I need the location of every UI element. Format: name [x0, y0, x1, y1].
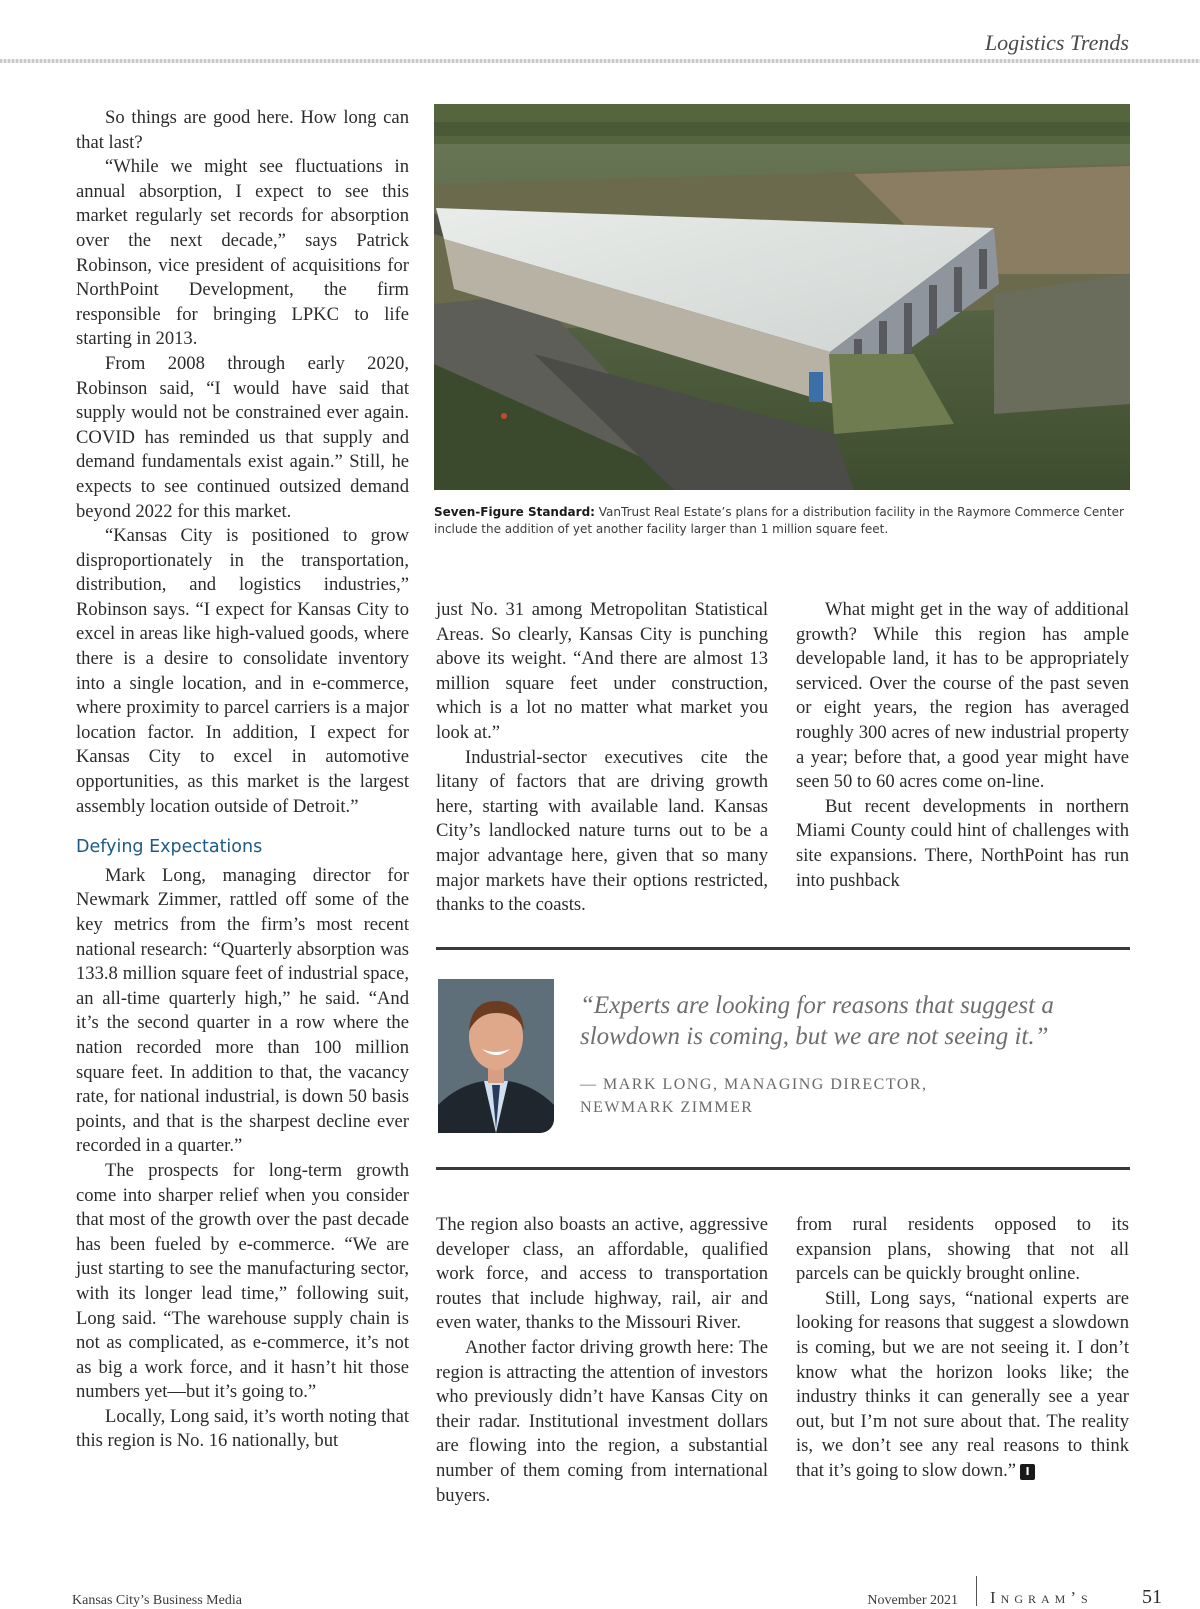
paragraph: Locally, Long said, it’s worth noting that this region is No. 16 nationally, but	[76, 1405, 409, 1452]
caption-title: Seven-Figure Standard:	[434, 505, 595, 519]
footer-publication: Kansas City’s Business Media	[72, 1593, 242, 1608]
middle-column-top	[436, 598, 768, 918]
attribution-line: NEWMARK ZIMMER	[580, 1099, 754, 1116]
paragraph: Another factor driving growth here: The region is attracting the attention of investors who previously didn’t have Kansas City on their radar. Institutional investment dollars are flowing into the region, a substantial number of them coming from international buyers.	[436, 1336, 768, 1506]
paragraph-text: Still, Long says, “national experts are looking for reasons that suggest a slowdown is coming, but we are not seeing it. I don’t know what the horizon looks like; the industry thinks it can generally see a year out, but I’m not sure about that. The reality is, we don’t see any real reasons to think that it’s going to slow down.”	[796, 1287, 1129, 1481]
left-column	[76, 106, 409, 1454]
pull-quote-bottom-rule	[436, 1167, 1130, 1170]
footer-brand: Ingram’s	[990, 1588, 1093, 1607]
paragraph: from rural residents opposed to its expansion plans, showing that not all parcels can be quickly brought online.	[796, 1214, 1129, 1285]
caption-text: VanTrust Real Estate’s plans for a distribution facility in the Raymore Commerce Center include the addition of yet another facility larger than 1 million square feet.	[434, 505, 1124, 536]
paragraph: From 2008 through early 2020, Robinson said, “I would have said that supply would not be constrained ever again. COVID has reminded us that supply and demand fundamentals exist again.” Still, he expects to see continued outsized demand beyond 2022 for this market.	[76, 352, 409, 522]
mark-long-portrait	[438, 979, 554, 1133]
pull-quote-top-rule	[436, 947, 1130, 950]
warehouse-aerial-photo	[434, 104, 1130, 490]
section-header: Logistics Trends	[984, 30, 1129, 55]
attribution-line: — MARK LONG, MANAGING DIRECTOR,	[580, 1076, 928, 1093]
portrait-illustration	[438, 979, 554, 1133]
right-column-bottom	[796, 1213, 1129, 1484]
paragraph: What might get in the way of additional growth? While this region has ample developable land, it has to be appropriately serviced. Over the course of the past seven or eight years, the region has averaged roughly 300 acres of new industrial property a year; before that, a good year might have seen 50 to 60 acres come on-line.	[796, 599, 1129, 793]
end-of-article-icon: I	[1020, 1464, 1035, 1480]
photo-caption	[434, 504, 1134, 538]
paragraph: “While we might see fluctuations in annual absorption, I expect to see this market regularly set records for absorption over the next decade,” says Patrick Robinson, vice president of acquisitions for NorthPoint Development, the firm responsible for bringing LPKC to life starting in 2013.	[76, 156, 409, 350]
pull-quote-text: “Experts are looking for reasons that suggest a slowdown is coming, but we are not seeing it.”	[580, 992, 1054, 1050]
header-rule	[0, 59, 1200, 63]
footer-divider	[976, 1576, 977, 1606]
subheading: Defying Expectations	[76, 837, 263, 858]
paragraph: The prospects for long-term growth come into sharper relief when you consider that most of the growth over the past decade has been fueled by e-commerce. “We are just starting to see the manufacturing sector, with its longer lead time,” following suit, Long said. “The warehouse supply chain is not as complicated, as e-commerce, it’s not as big a work force, and it hasn’t hit those numbers yet—but it’s going to.”	[76, 1159, 409, 1403]
paragraph	[796, 1287, 1129, 1484]
footer-date: November 2021	[867, 1593, 958, 1608]
paragraph: Industrial-sector executives cite the litany of factors that are driving growth here, starting with available land. Kansas City’s landlocked nature turns out to be a major advantage here, given that so many major markets have their options restricted, thanks to the coasts.	[436, 746, 768, 916]
pull-quote-attribution	[580, 1073, 1100, 1119]
right-column-top	[796, 598, 1129, 893]
paragraph: Mark Long, managing director for Newmark Zimmer, rattled off some of the key metrics from the firm’s most recent national research: “Quarterly absorption was 133.8 million square feet of industrial space, an all-time quarterly high,” he said. “And it’s the second quarter in a row where the nation recorded more than 100 million square feet. In addition to that, the vacancy rate, for national industrial, is down 50 basis points, and that is the sharpest decline ever recorded in a quarter.”	[76, 864, 409, 1157]
paragraph: But recent developments in northern Miami County could hint of challenges with site expansions. There, NorthPoint has run into pushback	[796, 795, 1129, 891]
paragraph: The region also boasts an active, aggressive developer class, an affordable, qualified work force, and access to transportation routes that include highway, rail, air and even water, thanks to the Missouri River.	[436, 1214, 768, 1334]
paragraph: “Kansas City is positioned to grow disproportionately in the transportation, distribution, and logistics industries,” Robinson says. “I expect for Kansas City to excel in areas like high-valued goods, where there is a desire to consolidate inventory into a single location, and in e-commerce, where proximity to parcel carriers is a major location factor. In addition, I expect for Kansas City to excel in automotive opportunities, as this market is the largest assembly location outside of Detroit.”	[76, 525, 409, 817]
warehouse-photo-illustration	[434, 104, 1130, 490]
paragraph: So things are good here. How long can that last?	[76, 107, 409, 153]
page-number: 51	[1142, 1586, 1162, 1608]
paragraph: just No. 31 among Metropolitan Statistical Areas. So clearly, Kansas City is punching above its weight. “And there are almost 13 million square feet under construction, which is a lot no matter what market you look at.”	[436, 599, 768, 743]
middle-column-bottom	[436, 1213, 768, 1508]
